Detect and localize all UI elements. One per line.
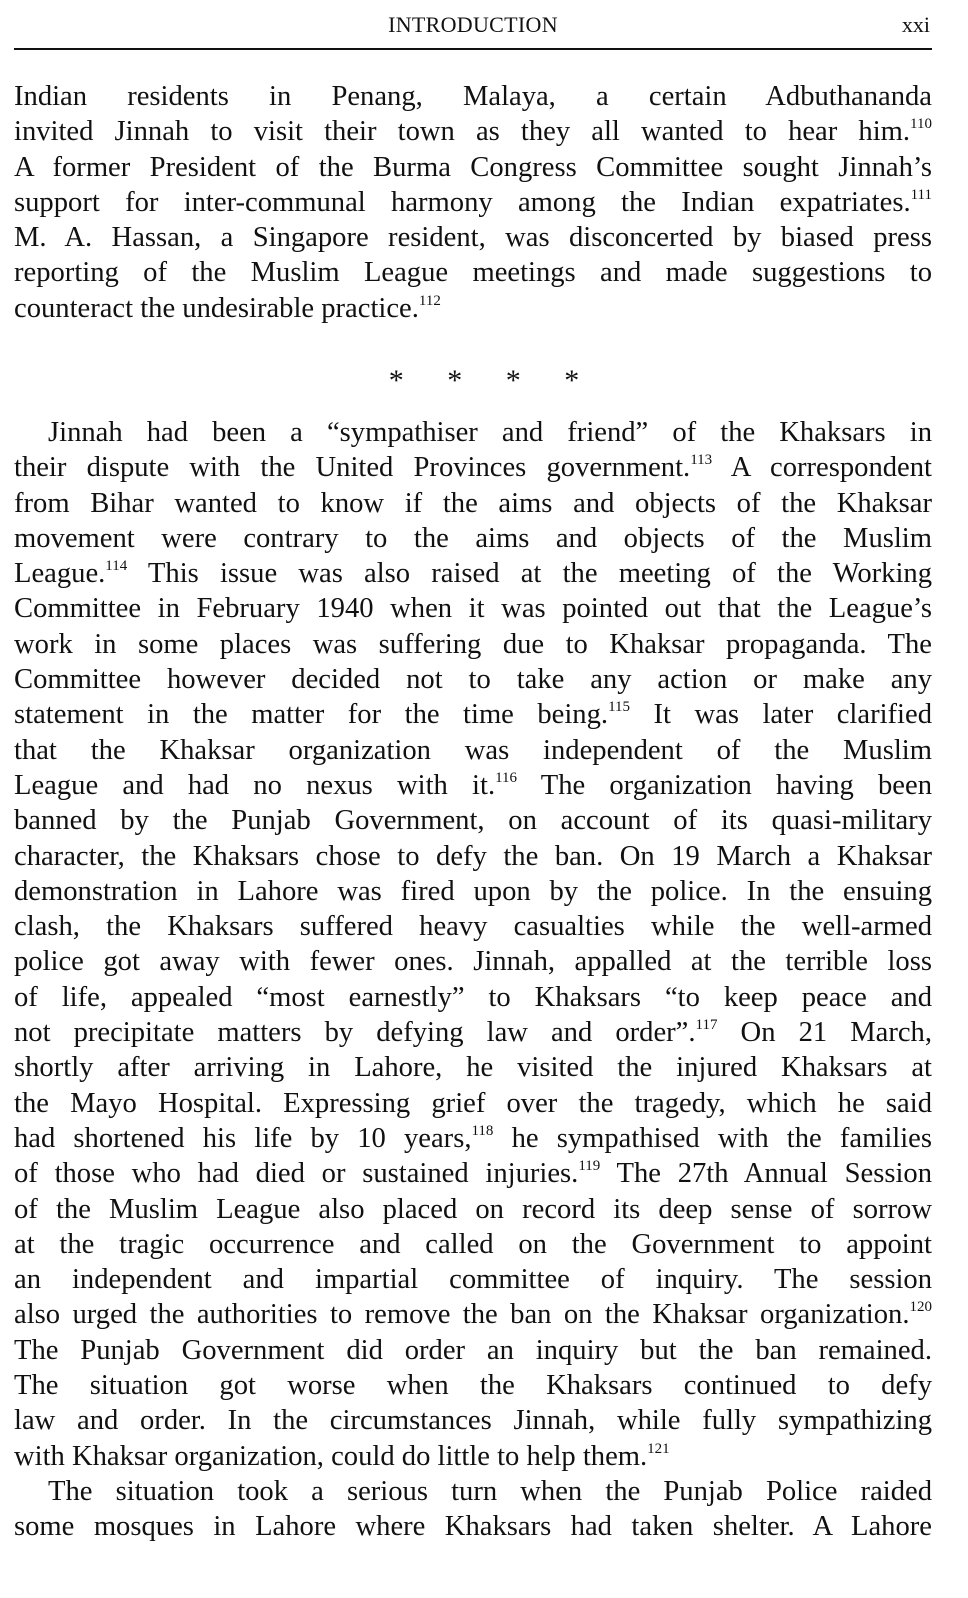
text-line	[14, 591, 932, 626]
line-text: movement were contrary to the aims and objects of the Muslim	[14, 522, 932, 554]
footnote-ref: 119	[578, 1158, 601, 1175]
line-text-continued: The organization having been	[517, 769, 932, 801]
line-text: A former President of the Burma Congress Committee sought Jinnah’s	[14, 151, 932, 183]
line-text-continued: he sympathised with the families	[493, 1122, 932, 1154]
text-line	[14, 486, 932, 521]
line-text: not precipitate matters by defying law and order”.	[14, 1017, 696, 1049]
text-line	[14, 803, 932, 838]
text-line	[14, 415, 932, 450]
line-text: The Punjab Government did order an inquiry but the ban remained.	[14, 1334, 932, 1366]
text-line	[14, 220, 932, 255]
line-text-continued: A correspondent	[712, 452, 932, 484]
page-number: xxi	[901, 12, 930, 37]
footnote-ref: 112	[418, 292, 441, 309]
text-line	[14, 1333, 932, 1368]
text-line	[14, 521, 932, 556]
footnote-ref: 118	[471, 1122, 494, 1139]
text-line	[14, 733, 932, 768]
line-text: Committee in February 1940 when it was pointed out that the League’s	[14, 593, 932, 625]
line-text: The situation took a serious turn when the Punjab Police raided	[48, 1475, 932, 1507]
text-line	[14, 1439, 932, 1474]
line-text-continued: It was later clarified	[630, 699, 932, 731]
line-text: some mosques in Lahore where Khaksars had taken shelter. A Lahore	[14, 1511, 932, 1543]
line-text: law and order. In the circumstances Jinnah, while fully sympathizing	[14, 1405, 932, 1437]
text-line	[14, 1262, 932, 1297]
text-line	[14, 662, 932, 697]
line-text: an independent and impartial committee of inquiry. The session	[14, 1264, 932, 1296]
line-text: reporting of the Muslim League meetings and made suggestions to	[14, 257, 932, 289]
line-text: had shortened his life by 10 years,	[14, 1122, 472, 1154]
footnote-ref: 110	[910, 116, 932, 133]
line-text: Committee however decided not to take any action or make any	[14, 664, 932, 696]
running-head: INTRODUCTION	[388, 12, 558, 37]
line-text: with Khaksar organization, could do little to help them.	[14, 1440, 648, 1472]
line-text: also urged the authorities to remove the ban on the Khaksar organization.	[14, 1299, 910, 1331]
footnote-ref: 114	[105, 558, 128, 575]
line-text: their dispute with the United Provinces government.	[14, 452, 691, 484]
footnote-ref: 113	[690, 452, 713, 469]
line-text: at the tragic occurrence and called on the Government to appoint	[14, 1228, 932, 1260]
footnote-ref: 117	[695, 1017, 718, 1034]
footnote-ref: 116	[495, 769, 518, 786]
line-text: that the Khaksar organization was independent of the Muslim	[14, 734, 932, 766]
paragraph-2	[14, 415, 932, 1545]
page-header	[14, 8, 932, 48]
text-line	[14, 839, 932, 874]
text-line	[14, 79, 932, 114]
text-line	[14, 291, 932, 326]
text-line	[14, 114, 932, 149]
line-text: M. A. Hassan, a Singapore resident, was disconcerted by biased press	[14, 222, 932, 254]
text-line	[14, 1368, 932, 1403]
line-text: The situation got worse when the Khaksars continued to defy	[14, 1370, 932, 1402]
text-line	[14, 1156, 932, 1191]
footnote-ref: 120	[909, 1299, 932, 1316]
text-line	[14, 697, 932, 732]
text-line	[14, 1297, 932, 1332]
footnote-ref: 115	[608, 699, 631, 716]
text-line	[14, 556, 932, 591]
text-line	[14, 980, 932, 1015]
line-text: work in some places was suffering due to Khaksar propaganda. The	[14, 628, 932, 660]
line-text: counteract the undesirable practice.	[14, 292, 419, 324]
text-line	[14, 1227, 932, 1262]
text-line	[14, 1086, 932, 1121]
text-line	[14, 1403, 932, 1438]
line-text-continued: The 27th Annual Session	[600, 1158, 932, 1190]
line-text: invited Jinnah to visit their town as they all wanted to hear him.	[14, 116, 911, 148]
text-line	[14, 627, 932, 662]
header-rule	[14, 48, 932, 50]
line-text: of the Muslim League also placed on record its deep sense of sorrow	[14, 1193, 932, 1225]
line-text: Jinnah had been a “sympathiser and friend” of the Khaksars in	[48, 417, 932, 448]
line-text: police got away with fewer ones. Jinnah, appalled at the terrible loss	[14, 946, 932, 978]
line-text: the Mayo Hospital. Expressing grief over the tragedy, which he said	[14, 1087, 932, 1119]
footnote-ref: 121	[647, 1440, 670, 1457]
line-text: banned by the Punjab Government, on account of its quasi-military	[14, 805, 932, 837]
text-line	[14, 1050, 932, 1085]
text-line	[14, 909, 932, 944]
line-text: League and had no nexus with it.	[14, 769, 496, 801]
text-line	[14, 255, 932, 290]
text-line	[14, 1192, 932, 1227]
line-text: character, the Khaksars chose to defy the ban. On 19 March a Khaksar	[14, 840, 932, 872]
line-text: Indian residents in Penang, Malaya, a certain Adbuthananda	[14, 81, 932, 112]
line-text-continued: On 21 March,	[717, 1017, 932, 1049]
text-line	[14, 874, 932, 909]
line-text: statement in the matter for the time being.	[14, 699, 609, 731]
line-text: from Bihar wanted to know if the aims and objects of the Khaksar	[14, 487, 932, 519]
text-line	[14, 1509, 932, 1544]
line-text: clash, the Khaksars suffered heavy casualties while the well-armed	[14, 911, 932, 943]
line-text: demonstration in Lahore was fired upon by the police. In the ensuing	[14, 875, 932, 907]
line-text: of those who had died or sustained injuries.	[14, 1158, 579, 1190]
paragraph-1	[14, 79, 932, 326]
line-text: shortly after arriving in Lahore, he visited the injured Khaksars at	[14, 1052, 932, 1084]
text-line	[14, 944, 932, 979]
text-line	[14, 1015, 932, 1050]
footnote-ref: 111	[910, 186, 932, 203]
line-text: support for inter-communal harmony among the Indian expatriates.	[14, 186, 911, 218]
line-text: of life, appealed “most earnestly” to Khaksars “to keep peace and	[14, 981, 932, 1013]
line-text-continued: This issue was also raised at the meeting of the Working	[127, 558, 932, 590]
text-line	[14, 1121, 932, 1156]
text-line	[14, 768, 932, 803]
text-line	[14, 185, 932, 220]
text-line	[14, 1474, 932, 1509]
line-text: League.	[14, 558, 106, 590]
text-line	[14, 450, 932, 485]
text-line	[14, 150, 932, 185]
section-separator: * * * *	[388, 364, 580, 397]
